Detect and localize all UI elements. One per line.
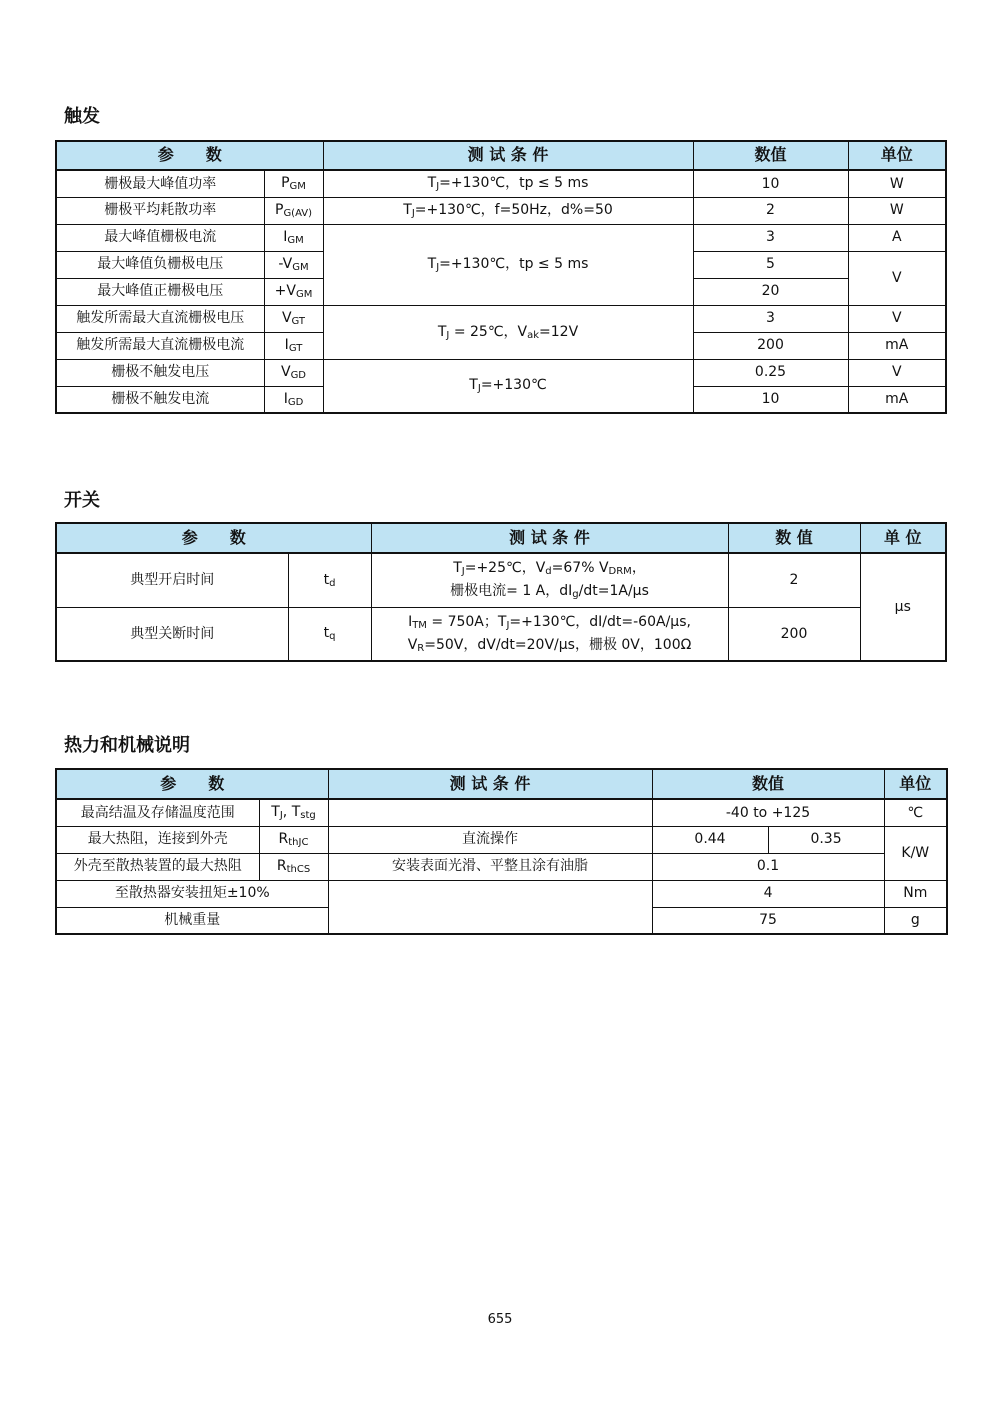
param-symbol: $+V_{GM}$	[264, 278, 323, 305]
section-title-switching: 开关	[64, 490, 100, 511]
param-unit: K/W	[884, 826, 947, 880]
test-condition: $T_J=+130℃$，f=50Hz，d%=50	[323, 197, 693, 224]
header-param: 参 数	[56, 769, 328, 799]
table-row	[56, 607, 946, 661]
header-unit: 单位	[884, 769, 947, 799]
header-param: 参 数	[56, 523, 371, 553]
table-header-row	[56, 523, 946, 553]
test-condition	[328, 799, 652, 826]
param-symbol: $P_{G(AV)}$	[264, 197, 323, 224]
param-symbol: $R_{thCS}$	[259, 853, 328, 880]
test-condition: $T_J=+130℃$	[323, 359, 693, 413]
param-unit: V	[848, 305, 946, 332]
param-name: 典型关断时间	[56, 607, 288, 661]
param-name: 最大热阻，连接到外壳	[56, 826, 259, 853]
param-name: 最高结温及存储温度范围	[56, 799, 259, 826]
header-condition: 测 试 条 件	[371, 523, 728, 553]
param-value: -40 to +125	[652, 799, 884, 826]
header-value: 数 值	[728, 523, 860, 553]
param-unit: V	[848, 359, 946, 386]
trigger-table	[55, 140, 947, 414]
test-condition: 安装表面光滑、平整且涂有油脂	[328, 853, 652, 880]
header-condition: 测 试 条 件	[328, 769, 652, 799]
param-symbol: $V_{GD}$	[264, 359, 323, 386]
table-row	[56, 197, 946, 224]
header-unit: 单位	[848, 141, 946, 170]
param-unit: V	[848, 251, 946, 305]
header-param: 参 数	[56, 141, 323, 170]
param-name: 机械重量	[56, 907, 328, 934]
test-condition: $T_J=+25℃$，$V_d=67\%$ $V_{DRM}$， 栅极电流= 1 A，$dI_g/dt=1A/\mu s$	[371, 553, 728, 607]
table-row	[56, 553, 946, 607]
param-value: 200	[728, 607, 860, 661]
header-value: 数值	[693, 141, 848, 170]
param-value: 2	[728, 553, 860, 607]
param-unit: mA	[848, 332, 946, 359]
param-unit: μs	[860, 553, 946, 661]
param-unit: A	[848, 224, 946, 251]
page-number: 655	[487, 1312, 513, 1327]
test-condition: $I_{TM} = 750A$；$T_J=+130℃$，dI/dt=-60A/μs, $V_R=50V$，dV/dt=20V/μs，栅极 0V，100Ω	[371, 607, 728, 661]
test-condition: $T_J$ = 25℃，$V_{ak}=12V$	[323, 305, 693, 359]
table-row	[56, 359, 946, 386]
thermal-table	[55, 768, 948, 935]
test-condition: $T_J=+130℃$，tp ≤ 5 ms	[323, 224, 693, 305]
param-value: 3	[693, 305, 848, 332]
param-value: 20	[693, 278, 848, 305]
param-value: 3	[693, 224, 848, 251]
param-name: 栅极不触发电流	[56, 386, 264, 413]
param-symbol: $t_d$	[288, 553, 371, 607]
section-title-thermal: 热力和机械说明	[64, 735, 190, 756]
param-name: 触发所需最大直流栅极电流	[56, 332, 264, 359]
param-unit: g	[884, 907, 947, 934]
param-value: 10	[693, 170, 848, 197]
param-symbol: $t_q$	[288, 607, 371, 661]
section-title-trigger: 触发	[64, 106, 100, 127]
param-name: 典型开启时间	[56, 553, 288, 607]
param-symbol: $T_J$, $T_{stg}$	[259, 799, 328, 826]
test-condition: $T_J=+130℃$，tp ≤ 5 ms	[323, 170, 693, 197]
param-name: 栅极不触发电压	[56, 359, 264, 386]
table-row	[56, 853, 947, 880]
test-condition: 直流操作	[328, 826, 652, 853]
param-value: 200	[693, 332, 848, 359]
param-symbol: $V_{GT}$	[264, 305, 323, 332]
param-value: 10	[693, 386, 848, 413]
param-name: 栅极最大峰值功率	[56, 170, 264, 197]
param-value-a: 0.44	[652, 826, 768, 853]
table-row	[56, 224, 946, 251]
param-name: 触发所需最大直流栅极电压	[56, 305, 264, 332]
param-value: 5	[693, 251, 848, 278]
param-value: 2	[693, 197, 848, 224]
table-header-row	[56, 141, 946, 170]
param-value: 0.1	[652, 853, 884, 880]
param-symbol: $P_{GM}$	[264, 170, 323, 197]
param-symbol: $-V_{GM}$	[264, 251, 323, 278]
param-unit: ℃	[884, 799, 947, 826]
header-unit: 单 位	[860, 523, 946, 553]
param-unit: Nm	[884, 880, 947, 907]
table-header-row	[56, 769, 947, 799]
test-condition	[328, 880, 652, 934]
param-name: 最大峰值栅极电流	[56, 224, 264, 251]
param-symbol: $R_{thJC}$	[259, 826, 328, 853]
param-unit: W	[848, 197, 946, 224]
param-name: 栅极平均耗散功率	[56, 197, 264, 224]
param-value-b: 0.35	[768, 826, 884, 853]
table-row	[56, 305, 946, 332]
table-row	[56, 826, 947, 853]
param-unit: W	[848, 170, 946, 197]
table-row	[56, 170, 946, 197]
param-value: 75	[652, 907, 884, 934]
param-symbol: $I_{GD}$	[264, 386, 323, 413]
header-condition: 测 试 条 件	[323, 141, 693, 170]
param-name: 最大峰值负栅极电压	[56, 251, 264, 278]
switching-table	[55, 522, 947, 662]
param-unit: mA	[848, 386, 946, 413]
param-name: 至散热器安装扭矩±10%	[56, 880, 328, 907]
table-row	[56, 880, 947, 907]
param-value: 4	[652, 880, 884, 907]
param-name: 外壳至散热装置的最大热阻	[56, 853, 259, 880]
header-value: 数值	[652, 769, 884, 799]
param-symbol: $I_{GM}$	[264, 224, 323, 251]
table-row	[56, 799, 947, 826]
param-value: 0.25	[693, 359, 848, 386]
param-name: 最大峰值正栅极电压	[56, 278, 264, 305]
param-symbol: $I_{GT}$	[264, 332, 323, 359]
